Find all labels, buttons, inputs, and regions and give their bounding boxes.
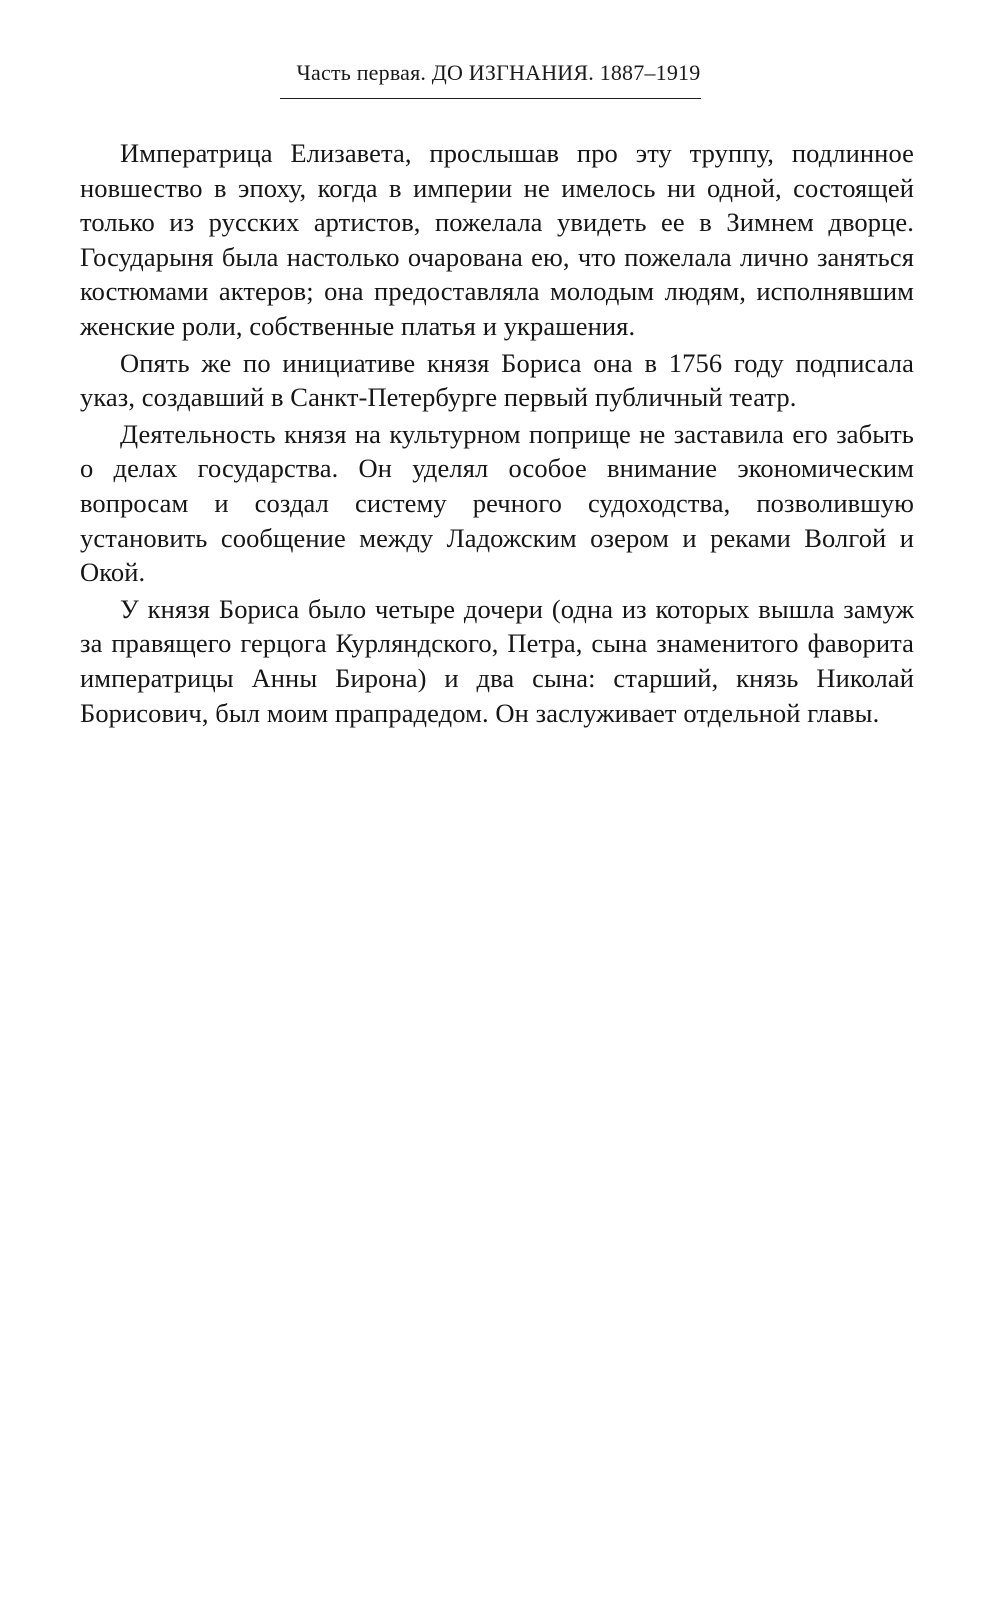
running-head: Часть первая. ДО ИЗГНАНИЯ. 1887–1919 [296, 60, 701, 85]
paragraph: Опять же по инициативе князя Бориса она в 1756 году подписала указ, создавший в Санкт-Петербурге первый публичный театр. [80, 347, 914, 413]
header-rule [280, 98, 701, 99]
paragraph: У князя Бориса было четыре дочери (одна из которых вышла замуж за правящего герцога Курляндского, Петра, сына знаменитого фаворита императрицы Анны Бирона) и два сына: старший, князь Николай Борисович, был моим прапрадедом. Он заслуживает отдельной главы. [80, 593, 914, 728]
paragraph: Императрица Елизавета, прослышав про эту труппу, подлинное новшество в эпоху, когда в империи не имелось ни одной, состоящей только из русских артистов, пожелала увидеть ее в Зимнем дворце. Государыня была настолько очарована ею, что пожелала лично заняться костюмами актеров; она предоставляла молодым людям, исполнявшим женские роли, собственные платья и украшения. [80, 138, 914, 341]
paragraph: Деятельность князя на культурном поприще не заставила его забыть о делах государства. Он уделял особое внимание экономическим вопросам и создал систему речного судоходства, позволившую установить сообщение между Ладожским озером и реками Волгой и Окой. [80, 418, 914, 588]
body-text [80, 136, 914, 732]
